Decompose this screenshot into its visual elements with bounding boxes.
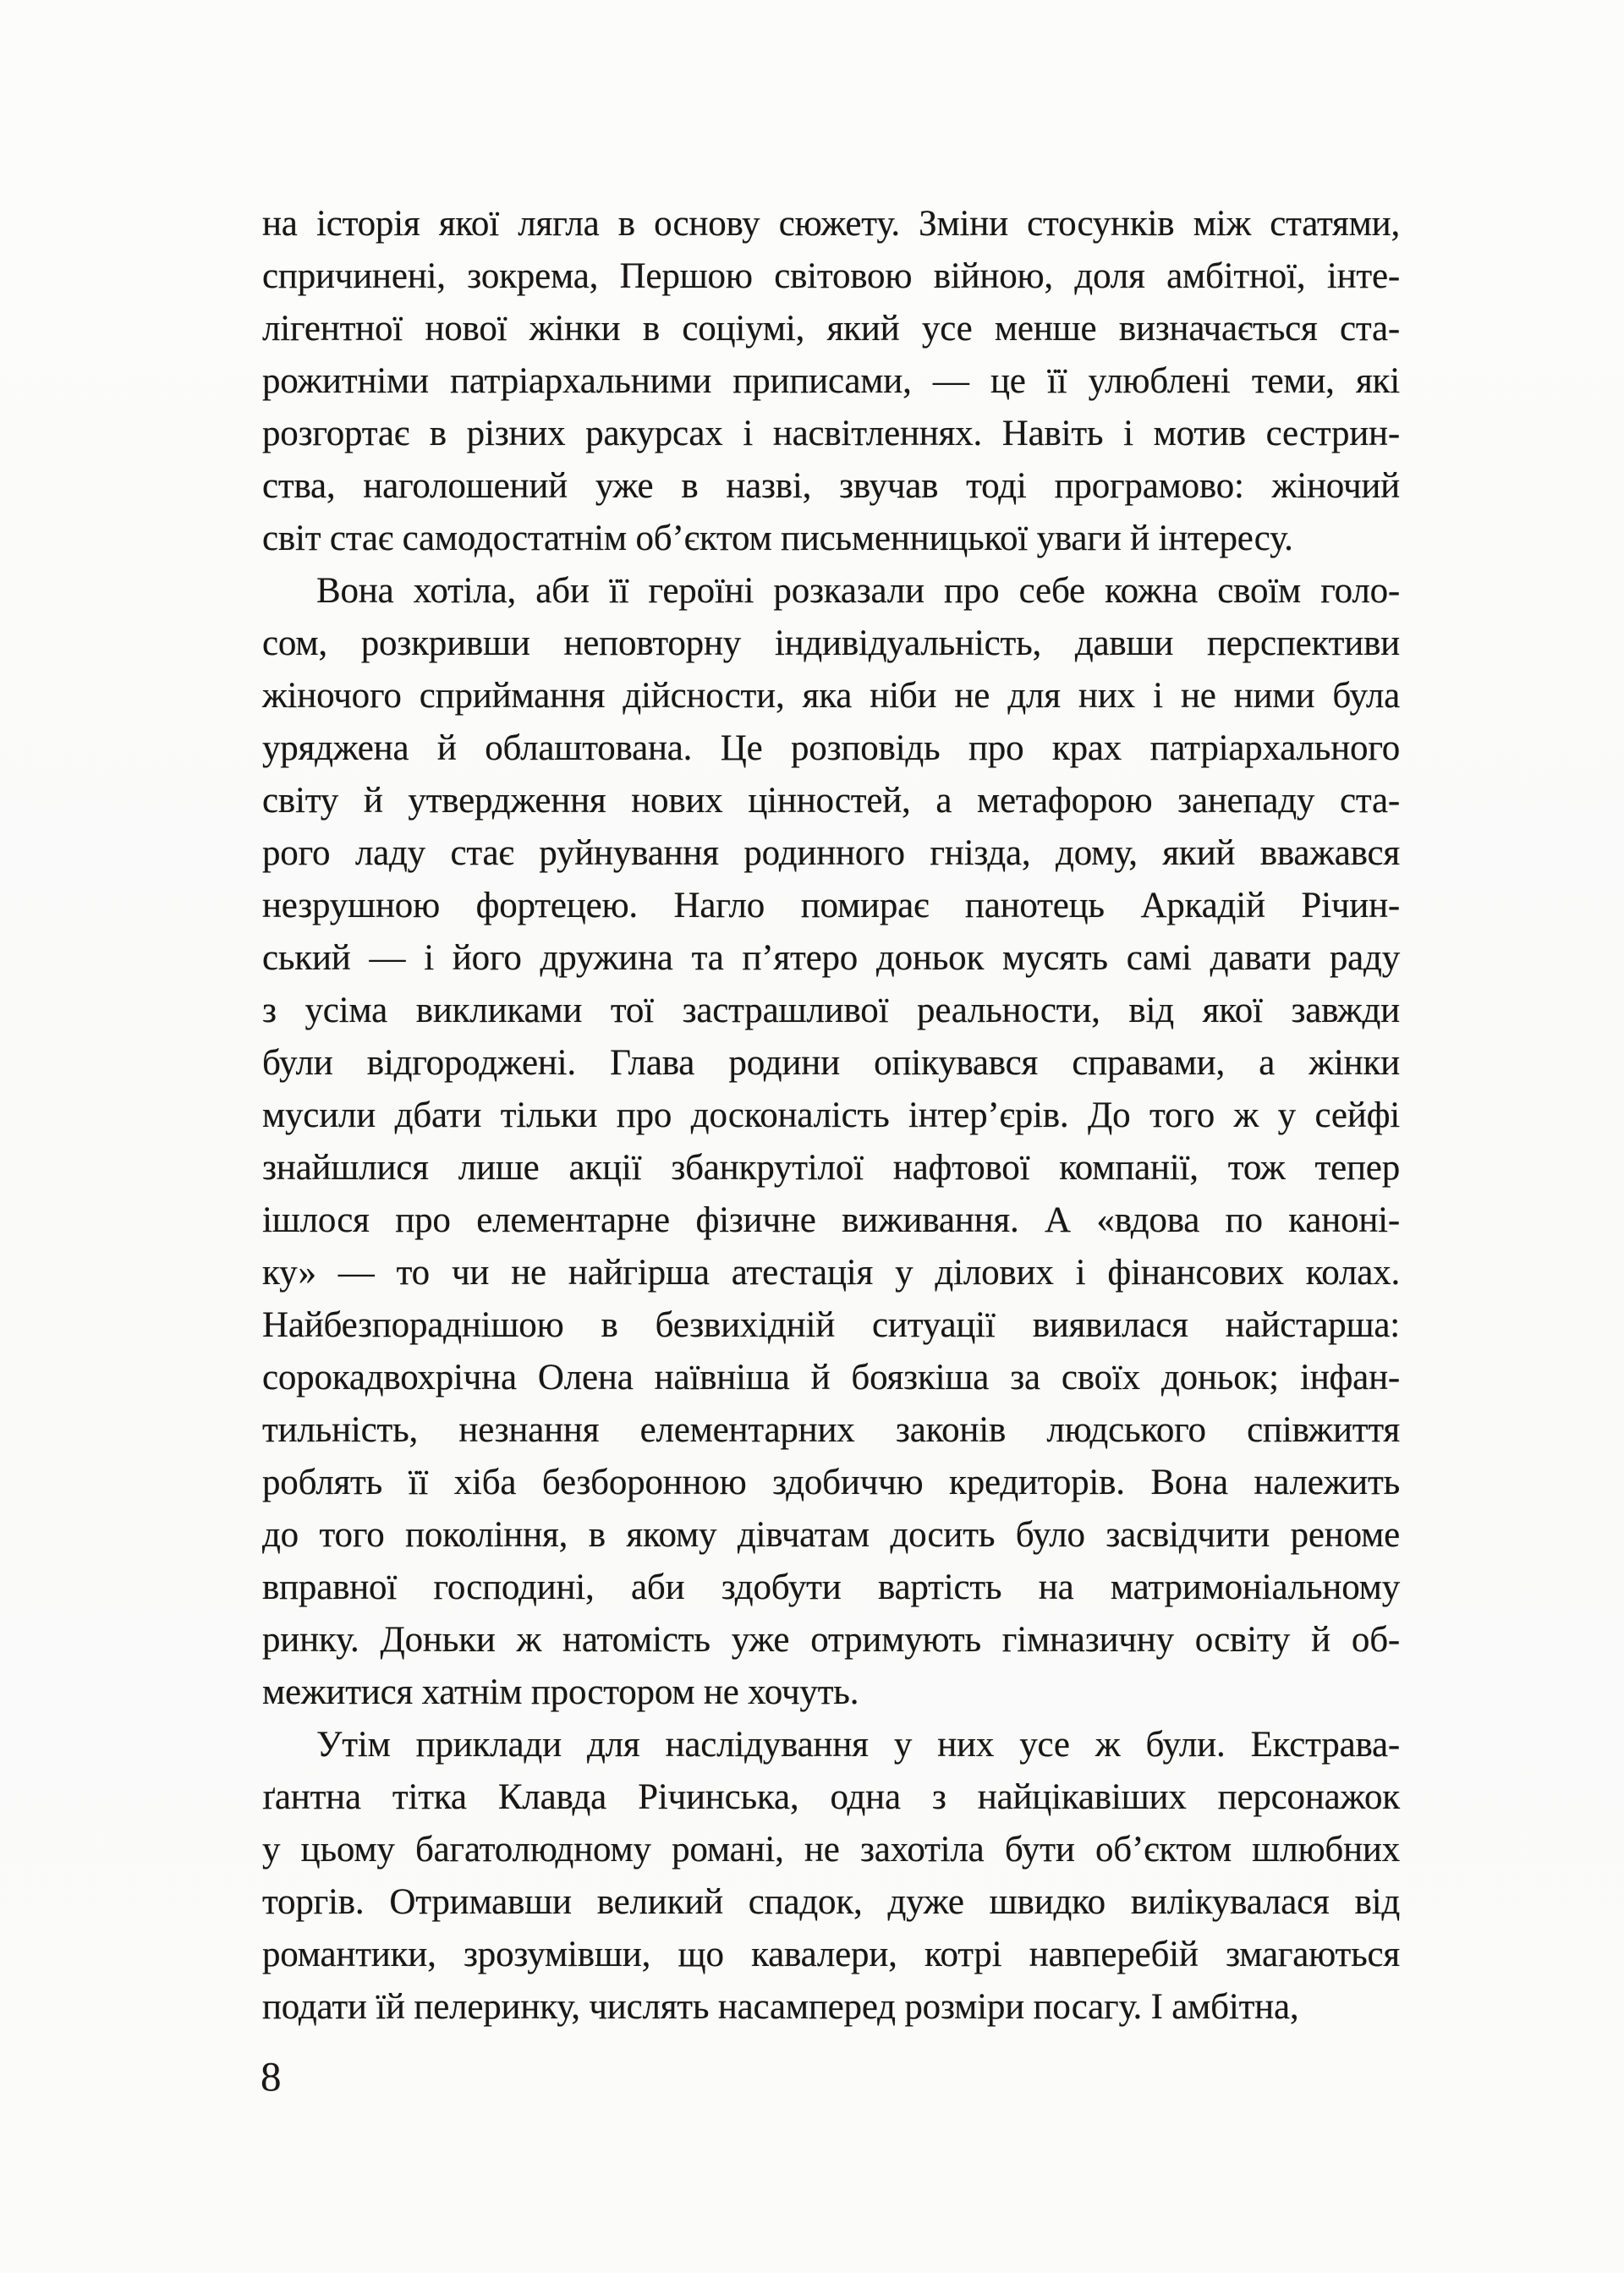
page-number: 8 <box>261 2053 282 2100</box>
text-line: Утім приклади для наслідування у них усе ж були. Екстрава- <box>316 1725 1400 1765</box>
paragraph <box>262 198 1400 565</box>
text-line: Вона хотіла, аби її героїні розказали про себе кожна своїм голо- <box>316 571 1400 611</box>
text-line: ства, наголошений уже в назві, звучав тоді програмово: жіночий <box>262 466 1400 506</box>
text-line: у цьому багатолюдному романі, не захотіла бути об’єктом шлюбних <box>262 1830 1400 1869</box>
text-line: до того покоління, в якому дівчатам досить було засвідчити реноме <box>262 1515 1400 1555</box>
text-line: рожитніми патріархальними приписами, — це її улюблені теми, які <box>262 361 1400 401</box>
text-line: подати їй пелеринку, числять насамперед розміри посагу. І амбітна, <box>262 1987 1299 2027</box>
text-line: сорокадвохрічна Олена наївніша й боязкіша за своїх доньок; інфан- <box>262 1358 1400 1397</box>
text-line: світу й утвердження нових цінностей, а метафорою занепаду ста- <box>262 781 1400 821</box>
text-line: ринку. Доньки ж натомість уже отримують гімназичну освіту й об- <box>262 1620 1400 1660</box>
text-line: ґантна тітка Клавда Річинська, одна з найцікавіших персонажок <box>262 1777 1400 1817</box>
text-line: вправної господині, аби здобути вартість на матримоніальному <box>262 1567 1400 1607</box>
text-line: лігентної нової жінки в соціумі, який усе менше визначається ста- <box>262 309 1400 349</box>
paragraph <box>262 1719 1400 2034</box>
text-line: межитися хатнім простором не хочуть. <box>262 1672 859 1712</box>
text-block <box>262 198 1400 2034</box>
text-line: ішлося про елементарне фізичне виживання. А «вдова по каноні- <box>262 1200 1400 1240</box>
text-line: ку» — то чи не найгірша атестація у ділових і фінансових колах. <box>262 1253 1400 1293</box>
text-line: на історія якої лягла в основу сюжету. Зміни стосунків між статями, <box>262 204 1400 244</box>
text-line: Найбезпораднішою в безвихідній ситуації виявилася найстарша: <box>262 1305 1400 1345</box>
text-line: розгортає в різних ракурсах і насвітленнях. Навіть і мотив сестрин- <box>262 414 1400 453</box>
text-line: були відгороджені. Глава родини опікувався справами, а жінки <box>262 1043 1400 1083</box>
text-line: уряджена й облаштована. Це розповідь про крах патріархального <box>262 728 1400 768</box>
text-line: торгів. Отримавши великий спадок, дуже швидко вилікувалася від <box>262 1882 1400 1922</box>
text-line: незрушною фортецею. Нагло помирає панотець Аркадій Річин- <box>262 886 1400 925</box>
text-line: знайшлися лише акції збанкрутілої нафтової компанії, тож тепер <box>262 1148 1400 1188</box>
text-line: романтики, зрозумівши, що кавалери, котрі навперебій змагаються <box>262 1935 1400 1974</box>
text-line: тильність, незнання елементарних законів людського співжиття <box>262 1410 1400 1450</box>
paragraph <box>262 565 1400 1719</box>
text-line: жіночого сприймання дійсности, яка ніби не для них і не ними була <box>262 676 1400 716</box>
text-line: спричинені, зокрема, Першою світовою війною, доля амбітної, інте- <box>262 256 1400 296</box>
text-line: з усіма викликами тої застрашливої реальности, від якої завжди <box>262 991 1400 1030</box>
text-line: світ стає самодостатнім об’єктом письменницької уваги й інтересу. <box>262 519 1293 558</box>
text-line: сом, розкривши неповторну індивідуальність, давши перспективи <box>262 623 1400 663</box>
text-line: роблять її хіба безборонною здобиччю кредиторів. Вона належить <box>262 1463 1400 1502</box>
text-line: ський — і його дружина та п’ятеро доньок мусять самі давати раду <box>262 938 1400 978</box>
text-line: рого ладу стає руйнування родинного гнізда, дому, який вважався <box>262 833 1400 873</box>
text-line: мусили дбати тільки про досконалість інтер’єрів. До того ж у сейфі <box>262 1095 1400 1135</box>
